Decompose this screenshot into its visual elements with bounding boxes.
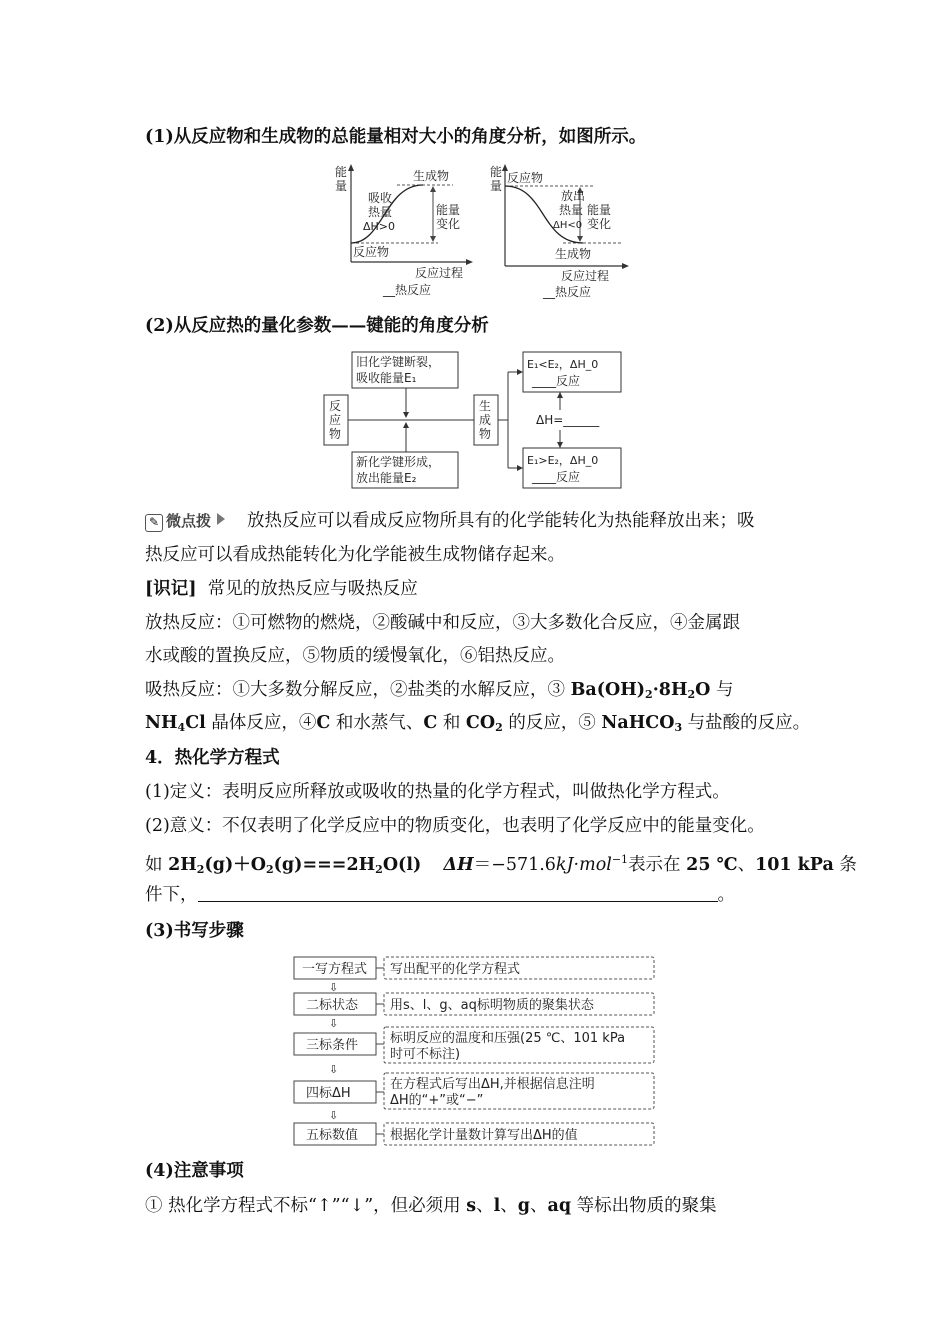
svg-text:热量: 热量 (559, 203, 584, 217)
down-arrow-icon: ⇩ (329, 981, 339, 994)
answer-blank (198, 883, 718, 902)
svg-text:标明反应的温度和压强(25 ℃、101 kPa: 标明反应的温度和压强(25 ℃、101 kPa (390, 1031, 626, 1046)
svg-text:能量: 能量 (587, 203, 612, 217)
svg-text:量: 量 (490, 179, 503, 193)
svg-text:成: 成 (479, 413, 492, 427)
svg-text:写出配平的化学方程式: 写出配平的化学方程式 (390, 962, 521, 977)
down-arrow-icon: ⇩ (329, 1063, 339, 1076)
svg-text:反应过程: 反应过程 (415, 266, 464, 280)
delta-h-equation: ΔH=______ (536, 413, 600, 427)
equation-line: 如 $2H_2(g)+O_2(g)===2H_2O(l)$ ΔH＝−571.6kJ·mol$^{-1}$表示在 25 ℃、101 kPa 条 (145, 853, 857, 876)
svg-text:____反应: ____反应 (532, 470, 581, 484)
svg-text:热量: 热量 (368, 205, 393, 219)
svg-text:反应过程: 反应过程 (561, 269, 610, 283)
diagram-caption: __热反应 (383, 283, 432, 297)
step-3 (294, 1027, 654, 1063)
reactant-box: 反 (329, 399, 342, 413)
svg-text:ΔH>0: ΔH>0 (363, 220, 396, 233)
product-label: 生成物 (413, 169, 450, 183)
svg-text:变化: 变化 (587, 217, 612, 231)
step-1 (294, 957, 654, 979)
bond-break-box: 旧化学键断裂， (356, 355, 441, 369)
section-4-heading: 4．热化学方程式 (145, 748, 280, 768)
equation-line-2: 件下， 。 (145, 885, 735, 905)
definition-line: (1)定义：表明反应所释放或吸收的热量的化学方程式，叫做热化学方程式。 (145, 782, 730, 802)
tip-label: 微点拨 (166, 512, 212, 530)
exothermic-line-1: 放热反应：①可燃物的燃烧，②酸碱中和反应，③大多数化合反应，④金属跟 (145, 613, 740, 633)
tip-line-2: 热反应可以看成热能转化为化学能被生成物储存起来。 (145, 545, 565, 565)
down-arrow-icon: ⇩ (329, 1017, 339, 1030)
down-arrow-icon: ⇩ (329, 1109, 339, 1122)
steps-heading: (3)书写步骤 (145, 921, 244, 941)
endothermic-diagram (335, 164, 473, 297)
y-axis-label: 能 (335, 165, 348, 179)
reactant-label: 反应物 (353, 245, 390, 259)
svg-text:物: 物 (479, 427, 492, 441)
svg-text:四标ΔH: 四标ΔH (306, 1086, 351, 1101)
endothermic-line-1: 吸热反应：①大多数分解反应，②盐类的水解反应，③ $Ba(OH)_2\cdot 8H_2O$ 与 (145, 680, 734, 701)
condition-top-box: E₁<E₂，ΔH_0 (527, 358, 599, 371)
svg-text:放出能量E₂: 放出能量E₂ (356, 471, 417, 485)
svg-text:物: 物 (329, 427, 342, 441)
triangle-icon (217, 513, 225, 525)
svg-text:三标条件: 三标条件 (306, 1038, 359, 1053)
svg-text:时可不标注): 时可不标注) (390, 1047, 461, 1062)
svg-text:生成物: 生成物 (555, 247, 592, 261)
section-1-heading: (1)从反应物和生成物的总能量相对大小的角度分析，如图所示。 (145, 127, 647, 147)
svg-text:五标数值: 五标数值 (306, 1128, 359, 1143)
svg-text:吸收能量E₁: 吸收能量E₁ (356, 371, 417, 385)
svg-text:能: 能 (490, 165, 503, 179)
notes-heading: (4)注意事项 (145, 1161, 244, 1181)
note-line-1: ① 热化学方程式不标“↑”“↓”，但必须用 s、l、g、aq 等标出物质的聚集 (145, 1196, 717, 1216)
svg-text:用s、l、g、aq标明物质的聚集状态: 用s、l、g、aq标明物质的聚集状态 (390, 998, 594, 1013)
energy-diagram (333, 160, 633, 305)
meaning-line: (2)意义：不仅表明了化学反应中的物质变化，也表明了化学反应中的能量变化。 (145, 816, 765, 836)
tip-line-1: ✎ 微点拨 放热反应可以看成反应物所具有的化学能转化为热能释放出来；吸 (145, 508, 810, 534)
condition-bottom-box: E₁>E₂，ΔH_0 (527, 454, 599, 467)
svg-text:在方程式后写出ΔH,并根据信息注明: 在方程式后写出ΔH,并根据信息注明 (390, 1077, 595, 1092)
svg-text:变化: 变化 (436, 217, 461, 231)
steps-flowchart (292, 955, 658, 1150)
svg-text:放出: 放出 (561, 189, 586, 203)
svg-text:反应物: 反应物 (507, 171, 544, 185)
svg-text:二标状态: 二标状态 (306, 998, 359, 1013)
svg-text:应: 应 (329, 413, 342, 427)
step-5 (294, 1123, 654, 1145)
svg-text:一写方程式: 一写方程式 (302, 962, 368, 977)
svg-text:__热反应: __热反应 (543, 285, 592, 299)
svg-text:ΔH的“+”或“−”: ΔH的“+”或“−” (390, 1093, 484, 1108)
product-box: 生 (479, 399, 492, 413)
svg-text:能量: 能量 (436, 203, 461, 217)
svg-text:量: 量 (335, 179, 348, 193)
bond-form-box: 新化学键形成， (356, 455, 441, 469)
step-4 (294, 1073, 654, 1109)
section-2-heading: (2)从反应热的量化参数——键能的角度分析 (145, 316, 489, 336)
svg-text:ΔH<0: ΔH<0 (553, 220, 583, 231)
svg-text:根据化学计量数计算写出ΔH的值: 根据化学计量数计算写出ΔH的值 (390, 1128, 578, 1143)
pencil-icon: ✎ (145, 514, 163, 532)
step-2 (294, 993, 654, 1015)
exothermic-diagram (490, 164, 629, 299)
svg-text:吸收: 吸收 (368, 191, 393, 205)
exothermic-line-2: 水或酸的置换反应，⑤物质的缓慢氧化，⑥铝热反应。 (145, 646, 565, 666)
svg-text:____反应: ____反应 (532, 374, 581, 388)
memo-heading: [识记] 常见的放热反应与吸热反应 (145, 579, 418, 599)
endothermic-line-2: $NH_4Cl$ 晶体反应，④C 和水蒸气、C 和 $CO_2$ 的反应，⑤ NaHCO$_3$ 与盐酸的反应。 (145, 713, 811, 734)
bond-energy-diagram (322, 348, 627, 493)
